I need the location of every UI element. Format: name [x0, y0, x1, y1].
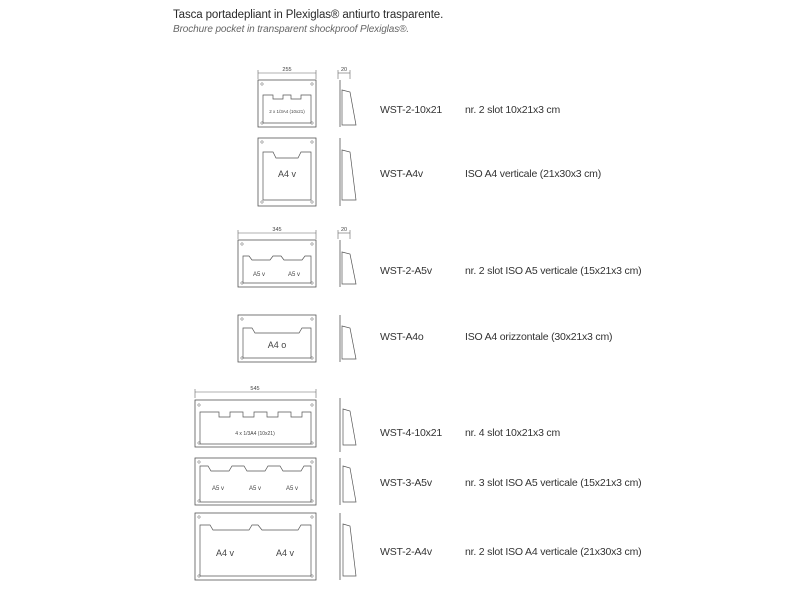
slot-label: A4 v — [215, 548, 235, 558]
product-description: nr. 2 slot ISO A5 verticale (15x21x3 cm) — [465, 265, 642, 277]
width-dimension — [195, 386, 316, 398]
side-profile — [340, 138, 356, 206]
backplate — [238, 240, 316, 287]
page-title: Tasca portadepliant in Plexiglas® antiurto trasparente. — [173, 9, 444, 21]
width-label: 255 — [282, 67, 292, 73]
slot-label: A5 v — [248, 486, 262, 492]
width-label: 545 — [250, 386, 260, 392]
page-subtitle: Brochure pocket in transparent shockproof Plexiglas®. — [173, 24, 410, 35]
width-label: 345 — [272, 227, 282, 233]
slot-label: A5 v — [252, 272, 266, 278]
product-drawing-wst-a4o — [238, 315, 356, 362]
backplate — [195, 458, 316, 505]
product-code: WST-A4v — [380, 168, 423, 180]
product-description: nr. 2 slot 10x21x3 cm — [465, 104, 561, 116]
product-description: ISO A4 verticale (21x30x3 cm) — [465, 168, 602, 180]
depth-label: 20 — [340, 227, 348, 233]
product-drawing-wst-4-10x21 — [195, 386, 356, 452]
pocket-outline — [200, 412, 311, 444]
side-profile — [340, 398, 356, 452]
side-profile — [340, 240, 356, 287]
slot-label: A4 v — [277, 169, 297, 179]
slot-label: A4 v — [275, 548, 295, 558]
product-code: WST-A4o — [380, 331, 424, 343]
pocket-outline — [200, 466, 311, 502]
width-dimension — [238, 227, 316, 239]
width-dimension — [258, 67, 316, 79]
product-drawing-wst-2-10x21 — [258, 67, 356, 127]
backplate — [238, 315, 316, 362]
product-description: nr. 2 slot ISO A4 verticale (21x30x3 cm) — [465, 546, 642, 558]
slot-label: 2 x 1/3A4 (10x21) — [269, 109, 305, 114]
product-drawing-wst-3-a5v — [195, 458, 356, 505]
side-profile — [340, 80, 356, 127]
product-code: WST-4-10x21 — [380, 427, 442, 439]
slot-label: A5 v — [287, 272, 301, 278]
slot-label: A5 v — [285, 486, 299, 492]
side-profile — [340, 458, 356, 505]
product-drawing-wst-2-a5v — [238, 227, 356, 287]
product-code: WST-2-A4v — [380, 546, 432, 558]
product-drawing-wst-2-a4v — [195, 513, 356, 580]
product-drawing-wst-a4v — [258, 138, 356, 206]
product-description: ISO A4 orizzontale (30x21x3 cm) — [465, 331, 613, 343]
pocket-outline — [243, 256, 311, 283]
depth-label: 20 — [340, 67, 348, 73]
slot-label: A4 o — [267, 340, 287, 350]
product-description: nr. 3 slot ISO A5 verticale (15x21x3 cm) — [465, 477, 642, 489]
depth-dimension — [338, 227, 350, 239]
product-code: WST-3-A5v — [380, 477, 432, 489]
backplate — [195, 513, 316, 580]
side-profile — [340, 513, 356, 580]
side-profile — [340, 315, 356, 362]
backplate — [195, 400, 316, 447]
slot-label: 4 x 1/3A4 (10x21) — [235, 431, 275, 437]
product-description: nr. 4 slot 10x21x3 cm — [465, 427, 561, 439]
product-code: WST-2-10x21 — [380, 104, 442, 116]
backplate — [258, 80, 316, 127]
slot-label: A5 v — [211, 486, 225, 492]
depth-dimension — [338, 67, 350, 79]
product-code: WST-2-A5v — [380, 265, 432, 277]
